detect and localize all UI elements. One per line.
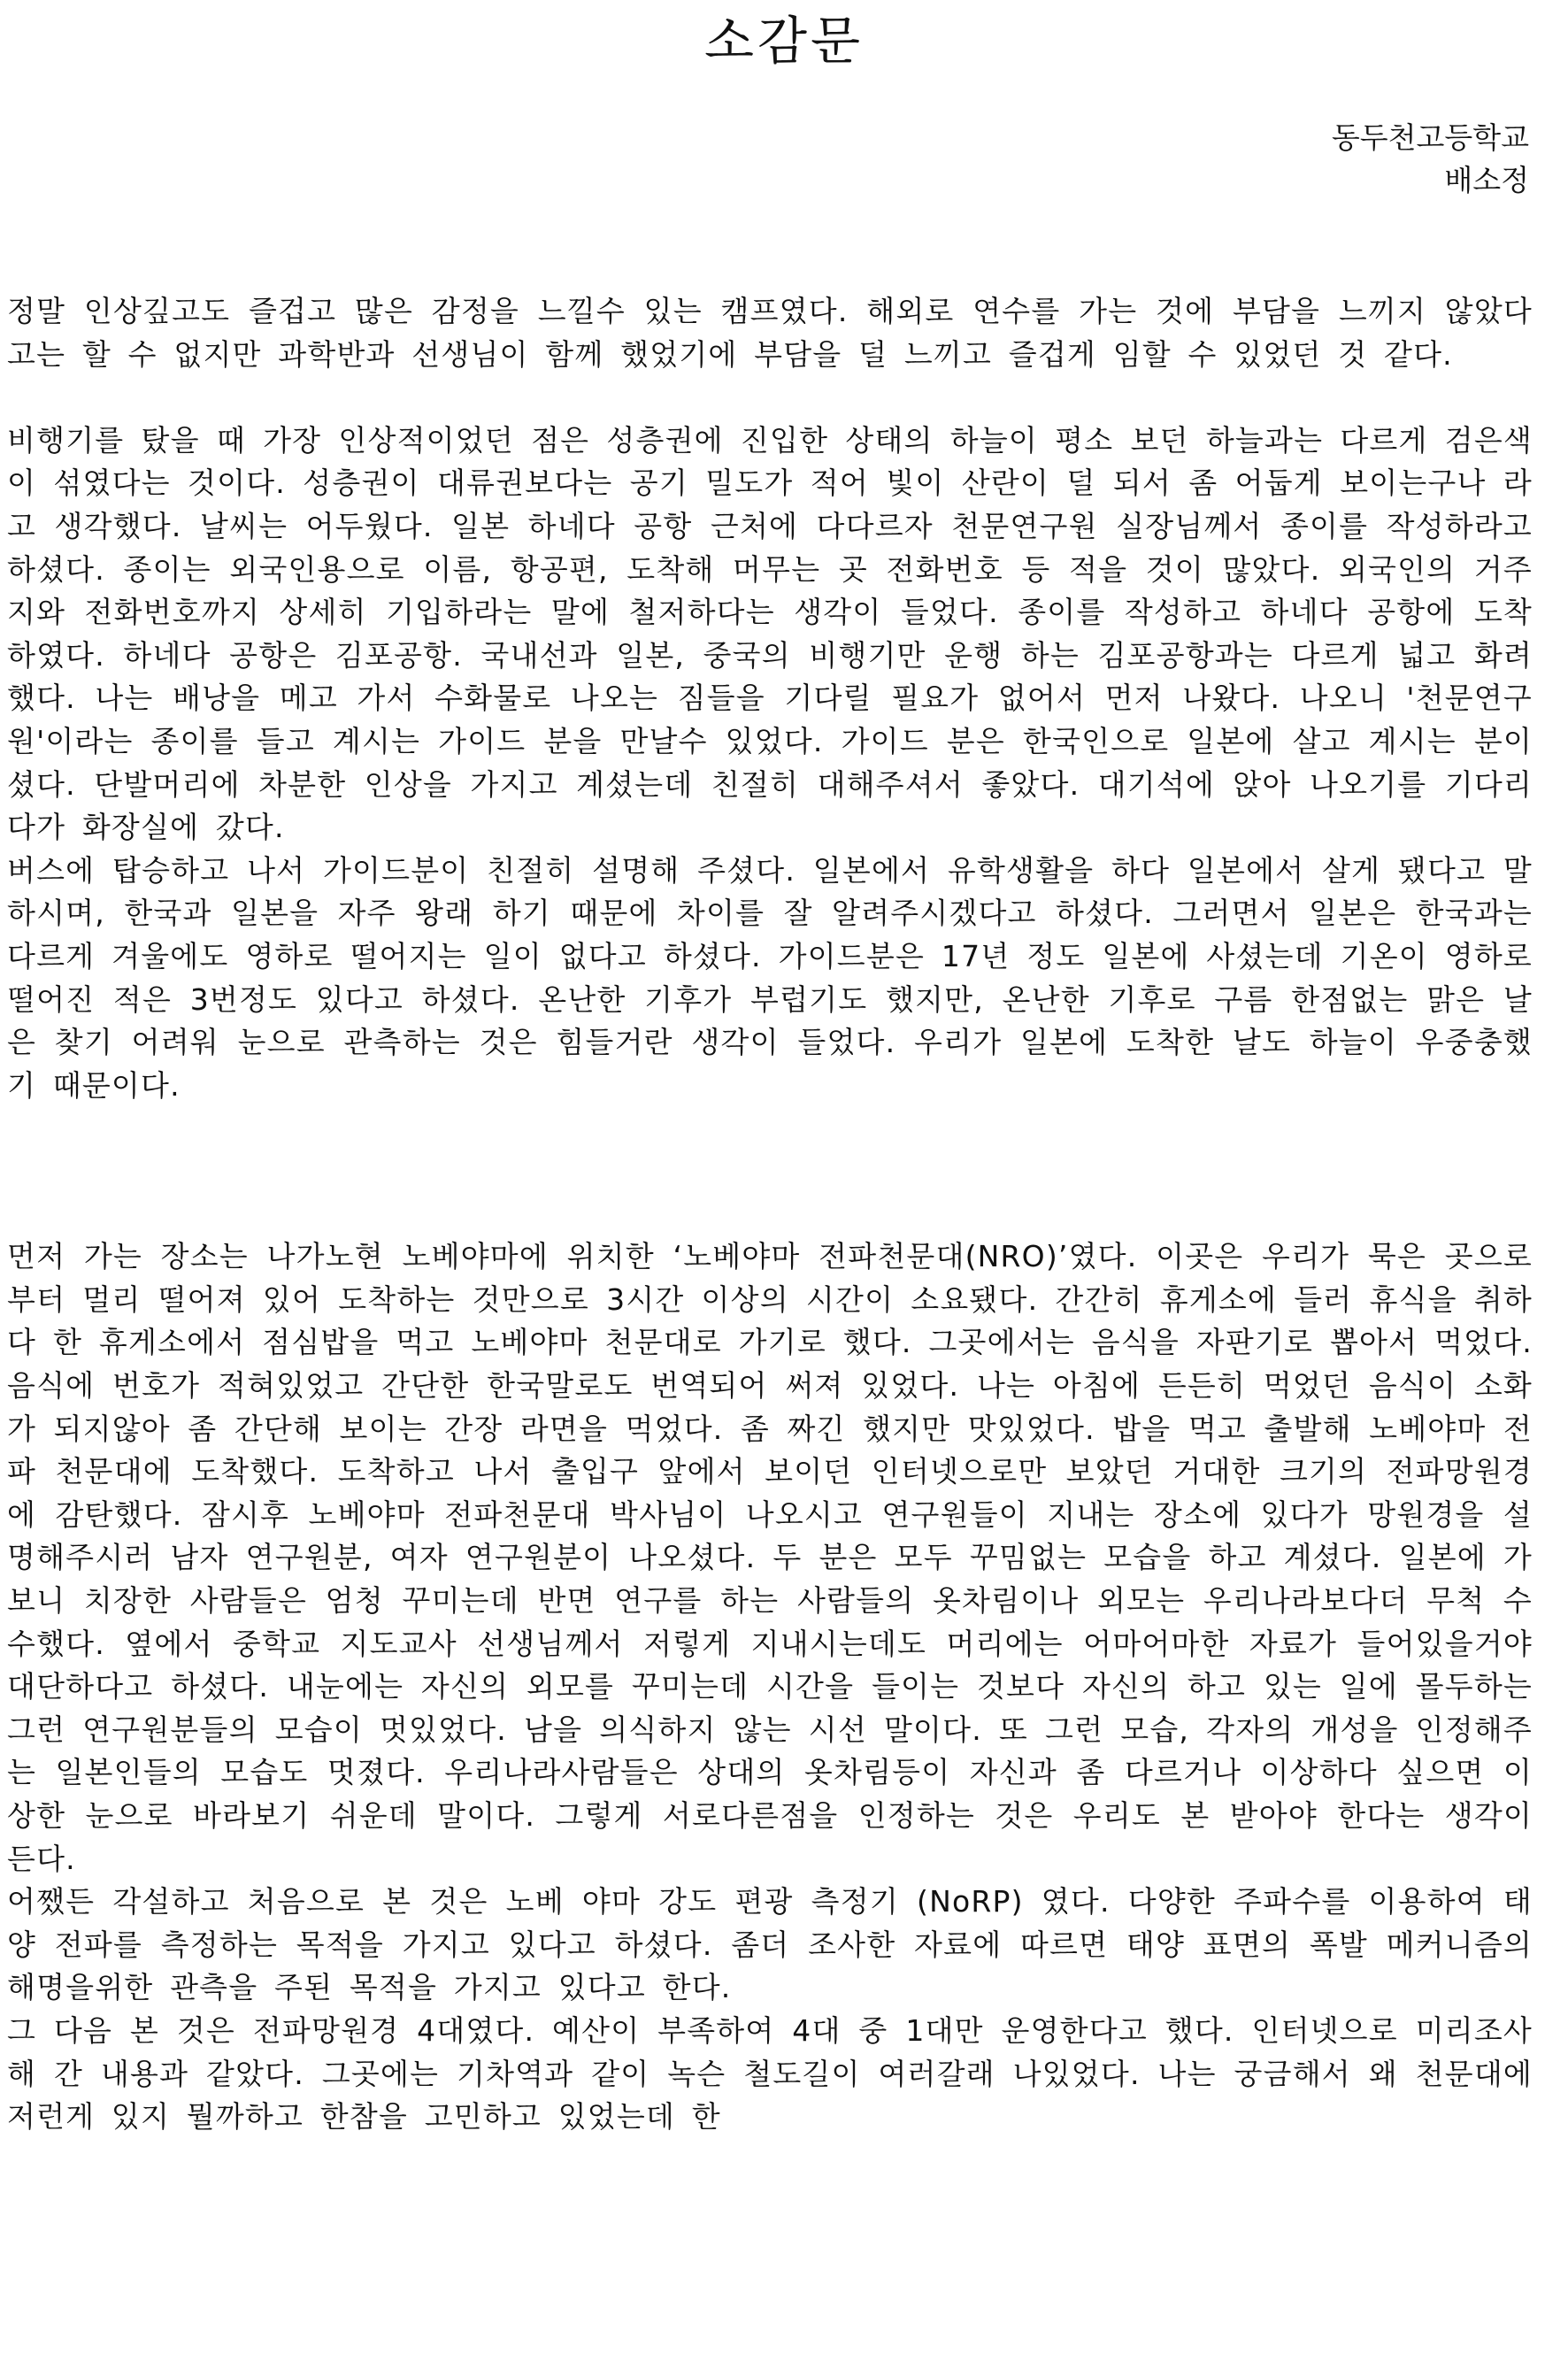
author-name: 배소정 [1444, 163, 1529, 197]
author-block [1332, 117, 1529, 202]
paragraph: 어쨌든 각설하고 처음으로 본 것은 노베 야마 강도 편광 측정기 (NoRP) 였다. 다양한 주파수를 이용하여 태양 전파를 측정하는 목적을 가지고 있다고 하셨다. 좀더 조사한 자료에 따르면 태양 표면의 폭발 메커니즘의 해명을위한 관측을 주된 목적을 가지고 있다고 한다. [7, 1884, 1533, 2005]
paragraph: 먼저 가는 장소는 나가노현 노베야마에 위치한 ‘노베야마 전파천문대(NRO)’였다. 이곳은 우리가 묵은 곳으로부터 멀리 떨어져 있어 도착하는 것만으로 3시간 이상의 시간이 소요됐다. 간간히 휴게소에 들러 휴식을 취하다 한 휴게소에서 점심밥을 먹고 노베야마 천문대로 가기로 했다. 그곳에서는 음식을 자판기로 뽑아서 먹었다. 음식에 번호가 적혀있었고 간단한 한국말로도 번역되어 써져 있었다. 나는 아침에 든든히 먹었던 음식이 소화가 되지않아 좀 간단해 보이는 간장 라면을 먹었다. 좀 짜긴 했지만 맛있었다. 밥을 먹고 출발해 노베야마 전파 천문대에 도착했다. 도착하고 나서 출입구 앞에서 보이던 인터넷으로만 보았던 거대한 크기의 전파망원경에 감탄했다. 잠시후 노베야마 전파천문대 박사님이 나오시고 연구원들이 지내는 장소에 있다가 망원경을 설명해주시러 남자 연구원분, 여자 연구원분이 나오셨다. 두 분은 모두 꾸밈없는 모습을 하고 계셨다. 일본에 가보니 치장한 사람들은 엄청 꾸미는데 반면 연구를 하는 사람들의 옷차림이나 외모는 우리나라보다더 무척 수수했다. 옆에서 중학교 지도교사 선생님께서 저렇게 지내시는데도 머리에는 어마어마한 자료가 들어있을거야 대단하다고 하셨다. 내눈에는 자신의 외모를 꾸미는데 시간을 들이는 것보다 자신의 하고 있는 일에 몰두하는 그런 연구원분들의 모습이 멋있었다. 남을 의식하지 않는 시선 말이다. 또 그런 모습, 각자의 개성을 인정해주는 일본인들의 모습도 멋졌다. 우리나라사람들은 상대의 옷차림등이 자신과 좀 다르거나 이상하다 싶으면 이상한 눈으로 바라보기 쉬운데 말이다. 그렇게 서로다른점을 인정하는 것은 우리도 본 받아야 한다는 생각이 든다. [7, 1239, 1533, 1876]
document-title: 소감문 [703, 11, 865, 71]
paragraph: 비행기를 탔을 때 가장 인상적이었던 점은 성층권에 진입한 상태의 하늘이 평소 보던 하늘과는 다르게 검은색이 섞였다는 것이다. 성층권이 대류권보다는 공기 밀도가 적어 빛이 산란이 덜 되서 좀 어둡게 보이는구나 라고 생각했다. 날씨는 어두웠다. 일본 하네다 공항 근처에 다다르자 천문연구원 실장님께서 종이를 작성하라고 하셨다. 종이는 외국인용으로 이름, 항공편, 도착해 머무는 곳 전화번호 등 적을 것이 많았다. 외국인의 거주지와 전화번호까지 상세히 기입하라는 말에 철저하다는 생각이 들었다. 종이를 작성하고 하네다 공항에 도착하였다. 하네다 공항은 김포공항. 국내선과 일본, 중국의 비행기만 운행 하는 김포공항과는 다르게 넓고 화려했다. 나는 배낭을 메고 가서 수화물로 나오는 짐들을 기다릴 필요가 없어서 먼저 나왔다. 나오니 '천문연구원'이라는 종이를 들고 계시는 가이드 분을 만날수 있었다. 가이드 분은 한국인으로 일본에 살고 계시는 분이셨다. 단발머리에 차분한 인상을 가지고 계셨는데 친절히 대해주셔서 좋았다. 대기석에 앉아 나오기를 기다리다가 화장실에 갔다. [7, 422, 1533, 845]
paragraph: 그 다음 본 것은 전파망원경 4대였다. 예산이 부족하여 4대 중 1대만 운영한다고 했다. 인터넷으로 미리조사해 간 내용과 같았다. 그곳에는 기차역과 같이 녹슨 철도길이 여러갈래 나있었다. 나는 궁금해서 왜 천문대에 저런게 있지 뭘까하고 한참을 고민하고 있었는데 한 [7, 2012, 1533, 2135]
school-name: 동두천고등학교 [1331, 120, 1529, 155]
paragraph: 정말 인상깊고도 즐겁고 많은 감정을 느낄수 있는 캠프였다. 해외로 연수를 가는 것에 부담을 느끼지 않았다고는 할 수 없지만 과학반과 선생님이 함께 했었기에 부담을 덜 느끼고 즐겁게 임할 수 있었던 것 같다. [7, 294, 1533, 372]
paragraph-gap [7, 376, 1533, 419]
paragraph: 버스에 탑승하고 나서 가이드분이 친절히 설명해 주셨다. 일본에서 유학생활을 하다 일본에서 살게 됐다고 말하시며, 한국과 일본을 자주 왕래 하기 때문에 차이를 잘 알려주시겠다고 하셨다. 그러면서 일본은 한국과는 다르게 겨울에도 영하로 떨어지는 일이 없다고 하셨다. 가이드분은 17년 정도 일본에 사셨는데 기온이 영하로 떨어진 적은 3번정도 있다고 하셨다. 온난한 기후가 부럽기도 했지만, 온난한 기후로 구름 한점없는 맑은 날은 찾기 어려워 눈으로 관측하는 것은 힘들거란 생각이 들었다. 우리가 일본에 도착한 날도 하늘이 우중충했기 때문이다. [7, 852, 1533, 1103]
document-body [7, 290, 1533, 2139]
paragraph-gap [7, 1107, 1533, 1235]
